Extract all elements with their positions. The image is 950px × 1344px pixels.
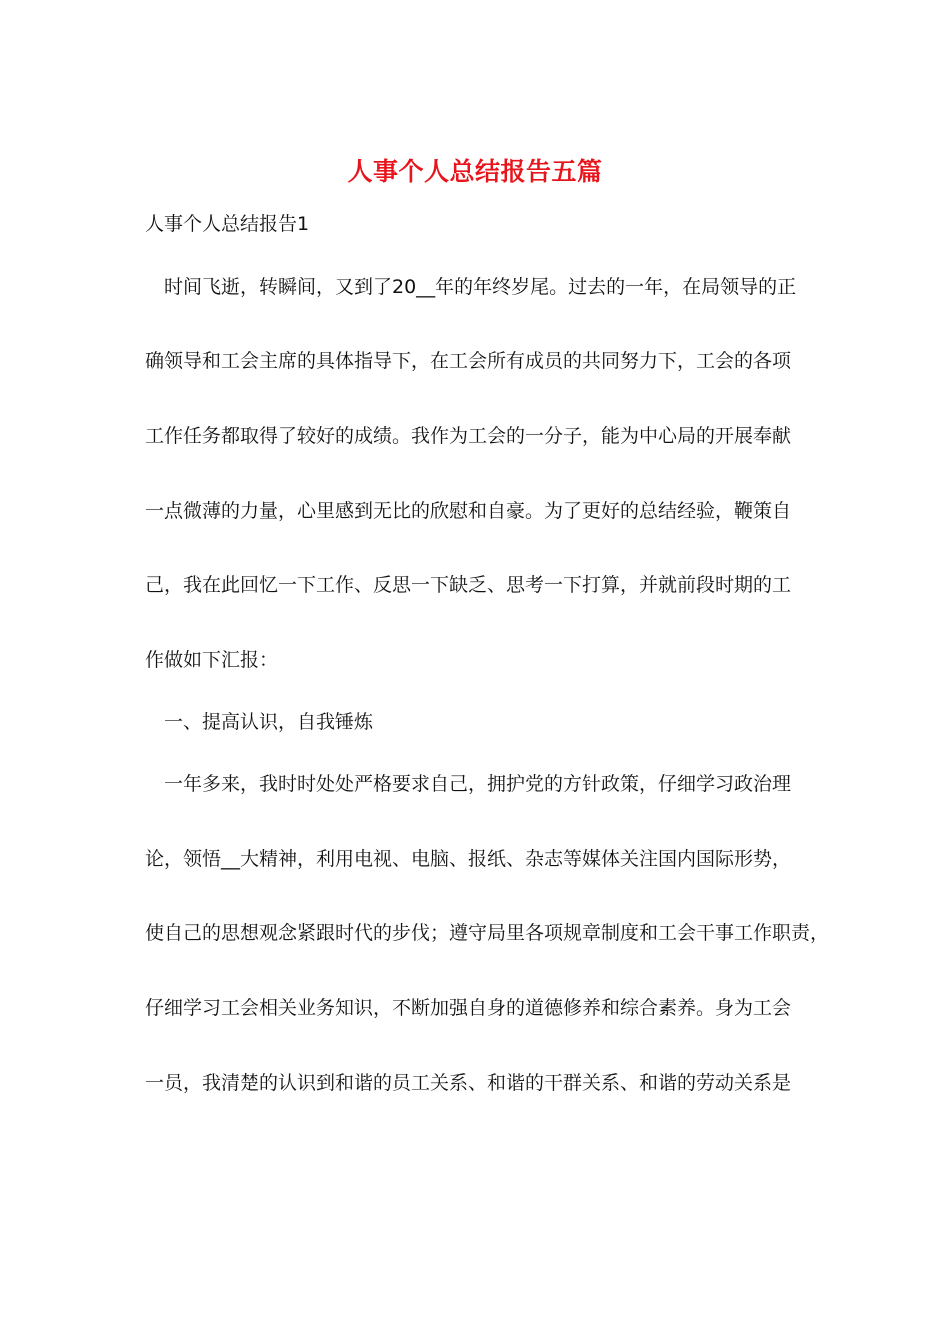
- body-line-3: 工作任务都取得了较好的成绩。我作为工会的一分子，能为中心局的开展奉献: [145, 425, 792, 447]
- subheading-1: 一、提高认识，自我锤炼: [145, 711, 374, 733]
- body-line-7: 一年多来，我时时处处严格要求自己，拥护党的方针政策，仔细学习政治理: [145, 773, 792, 795]
- body-line-11: 一员，我清楚的认识到和谐的员工关系、和谐的干群关系、和谐的劳动关系是: [145, 1072, 792, 1094]
- document-title: 人事个人总结报告五篇: [347, 157, 603, 186]
- body-line-4: 一点微薄的力量，心里感到无比的欣慰和自豪。为了更好的总结经验，鞭策自: [145, 500, 792, 522]
- body-line-5: 己，我在此回忆一下工作、反思一下缺乏、思考一下打算，并就前段时期的工: [145, 574, 792, 596]
- body-line-8: 论，领悟__大精神，利用电视、电脑、报纸、杂志等媒体关注国内国际形势，: [145, 848, 792, 870]
- body-line-9: 使自己的思想观念紧跟时代的步伐；遵守局里各项规章制度和工会干事工作职责，: [145, 922, 830, 944]
- body-line-6: 作做如下汇报：: [145, 649, 279, 671]
- section-heading: 人事个人总结报告1: [145, 213, 310, 235]
- body-line-10: 仔细学习工会相关业务知识，不断加强自身的道德修养和综合素养。身为工会: [145, 997, 792, 1019]
- body-line-1: 时间飞逝，转瞬间，又到了20__年的年终岁尾。过去的一年，在局领导的正: [145, 276, 797, 298]
- body-line-2: 确领导和工会主席的具体指导下，在工会所有成员的共同努力下，工会的各项: [145, 350, 792, 372]
